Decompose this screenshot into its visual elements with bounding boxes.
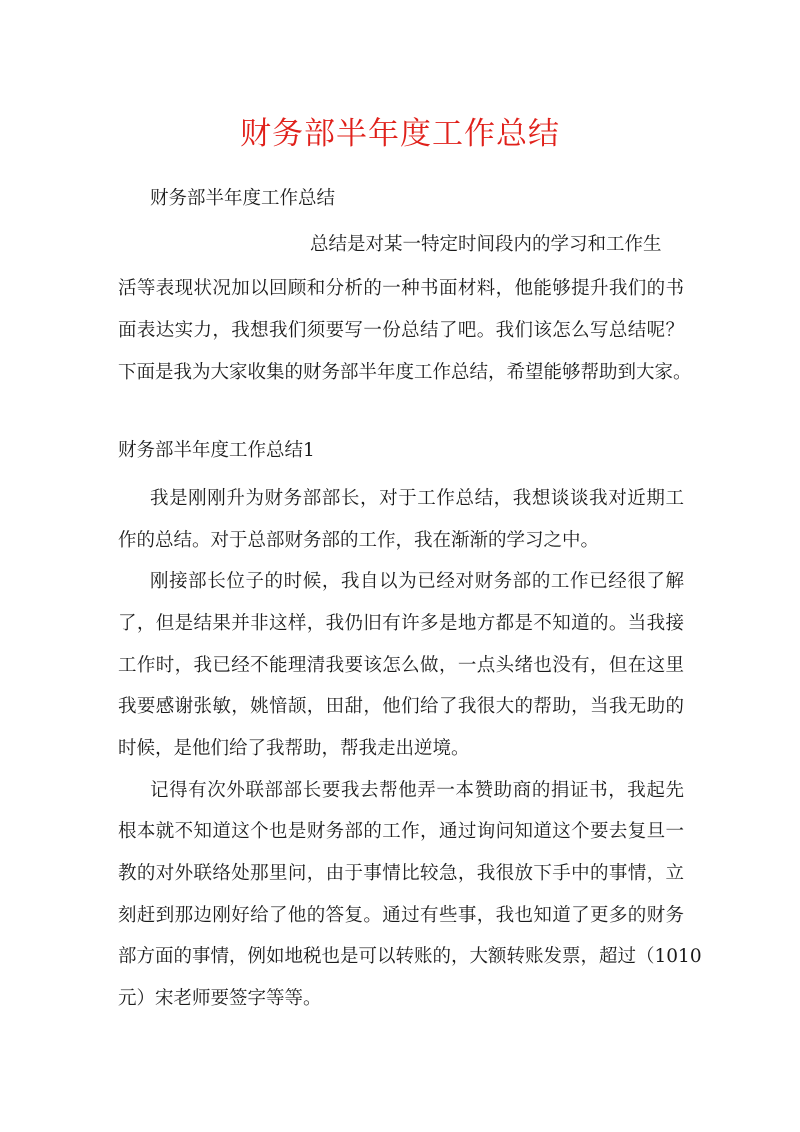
paragraph-line: 时候，是他们给了我帮助，帮我走出逆境。	[118, 738, 470, 759]
intro-line: 活等表现状况加以回顾和分析的一种书面材料，他能够提升我们的书	[118, 278, 684, 299]
document-subtitle: 财务部半年度工作总结	[150, 188, 336, 209]
paragraph-line: 记得有次外联部部长要我去帮他弄一本赞助商的捐证书，我起先	[150, 780, 684, 801]
intro-line: 总结是对某一特定时间段内的学习和工作生	[310, 234, 662, 255]
paragraph-line: 教的对外联络处那里问，由于事情比较急，我很放下手中的事情，立	[118, 863, 684, 884]
paragraph-line: 刻赶到那边刚好给了他的答复。通过有些事，我也知道了更多的财务	[118, 905, 684, 926]
paragraph-line: 作的总结。对于总部财务部的工作，我在渐渐的学习之中。	[118, 530, 600, 551]
intro-line: 面表达实力，我想我们须要写一份总结了吧。我们该怎么写总结呢？	[118, 320, 684, 341]
section-heading: 财务部半年度工作总结1	[118, 440, 315, 461]
paragraph-line: 刚接部长位子的时候，我自以为已经对财务部的工作已经很了解	[150, 571, 684, 592]
paragraph-line: 部方面的事情，例如地税也是可以转账的，大额转账发票，超过（1010	[118, 946, 702, 967]
paragraph-line: 根本就不知道这个也是财务部的工作，通过询问知道这个要去复旦一	[118, 821, 684, 842]
paragraph-line: 元）宋老师要签字等等。	[118, 988, 322, 1009]
document-title: 财务部半年度工作总结	[240, 116, 560, 152]
intro-line: 下面是我为大家收集的财务部半年度工作总结，希望能够帮助到大家。	[118, 362, 692, 383]
paragraph-line: 工作时，我已经不能理清我要该怎么做，一点头绪也没有，但在这里	[118, 655, 684, 676]
paragraph-line: 我要感谢张敏，姚愔颉，田甜，他们给了我很大的帮助，当我无助的	[118, 696, 684, 717]
paragraph-line: 了，但是结果并非这样，我仍旧有许多是地方都是不知道的。当我接	[118, 613, 684, 634]
paragraph-line: 我是刚刚升为财务部部长，对于工作总结，我想谈谈我对近期工	[150, 488, 684, 509]
